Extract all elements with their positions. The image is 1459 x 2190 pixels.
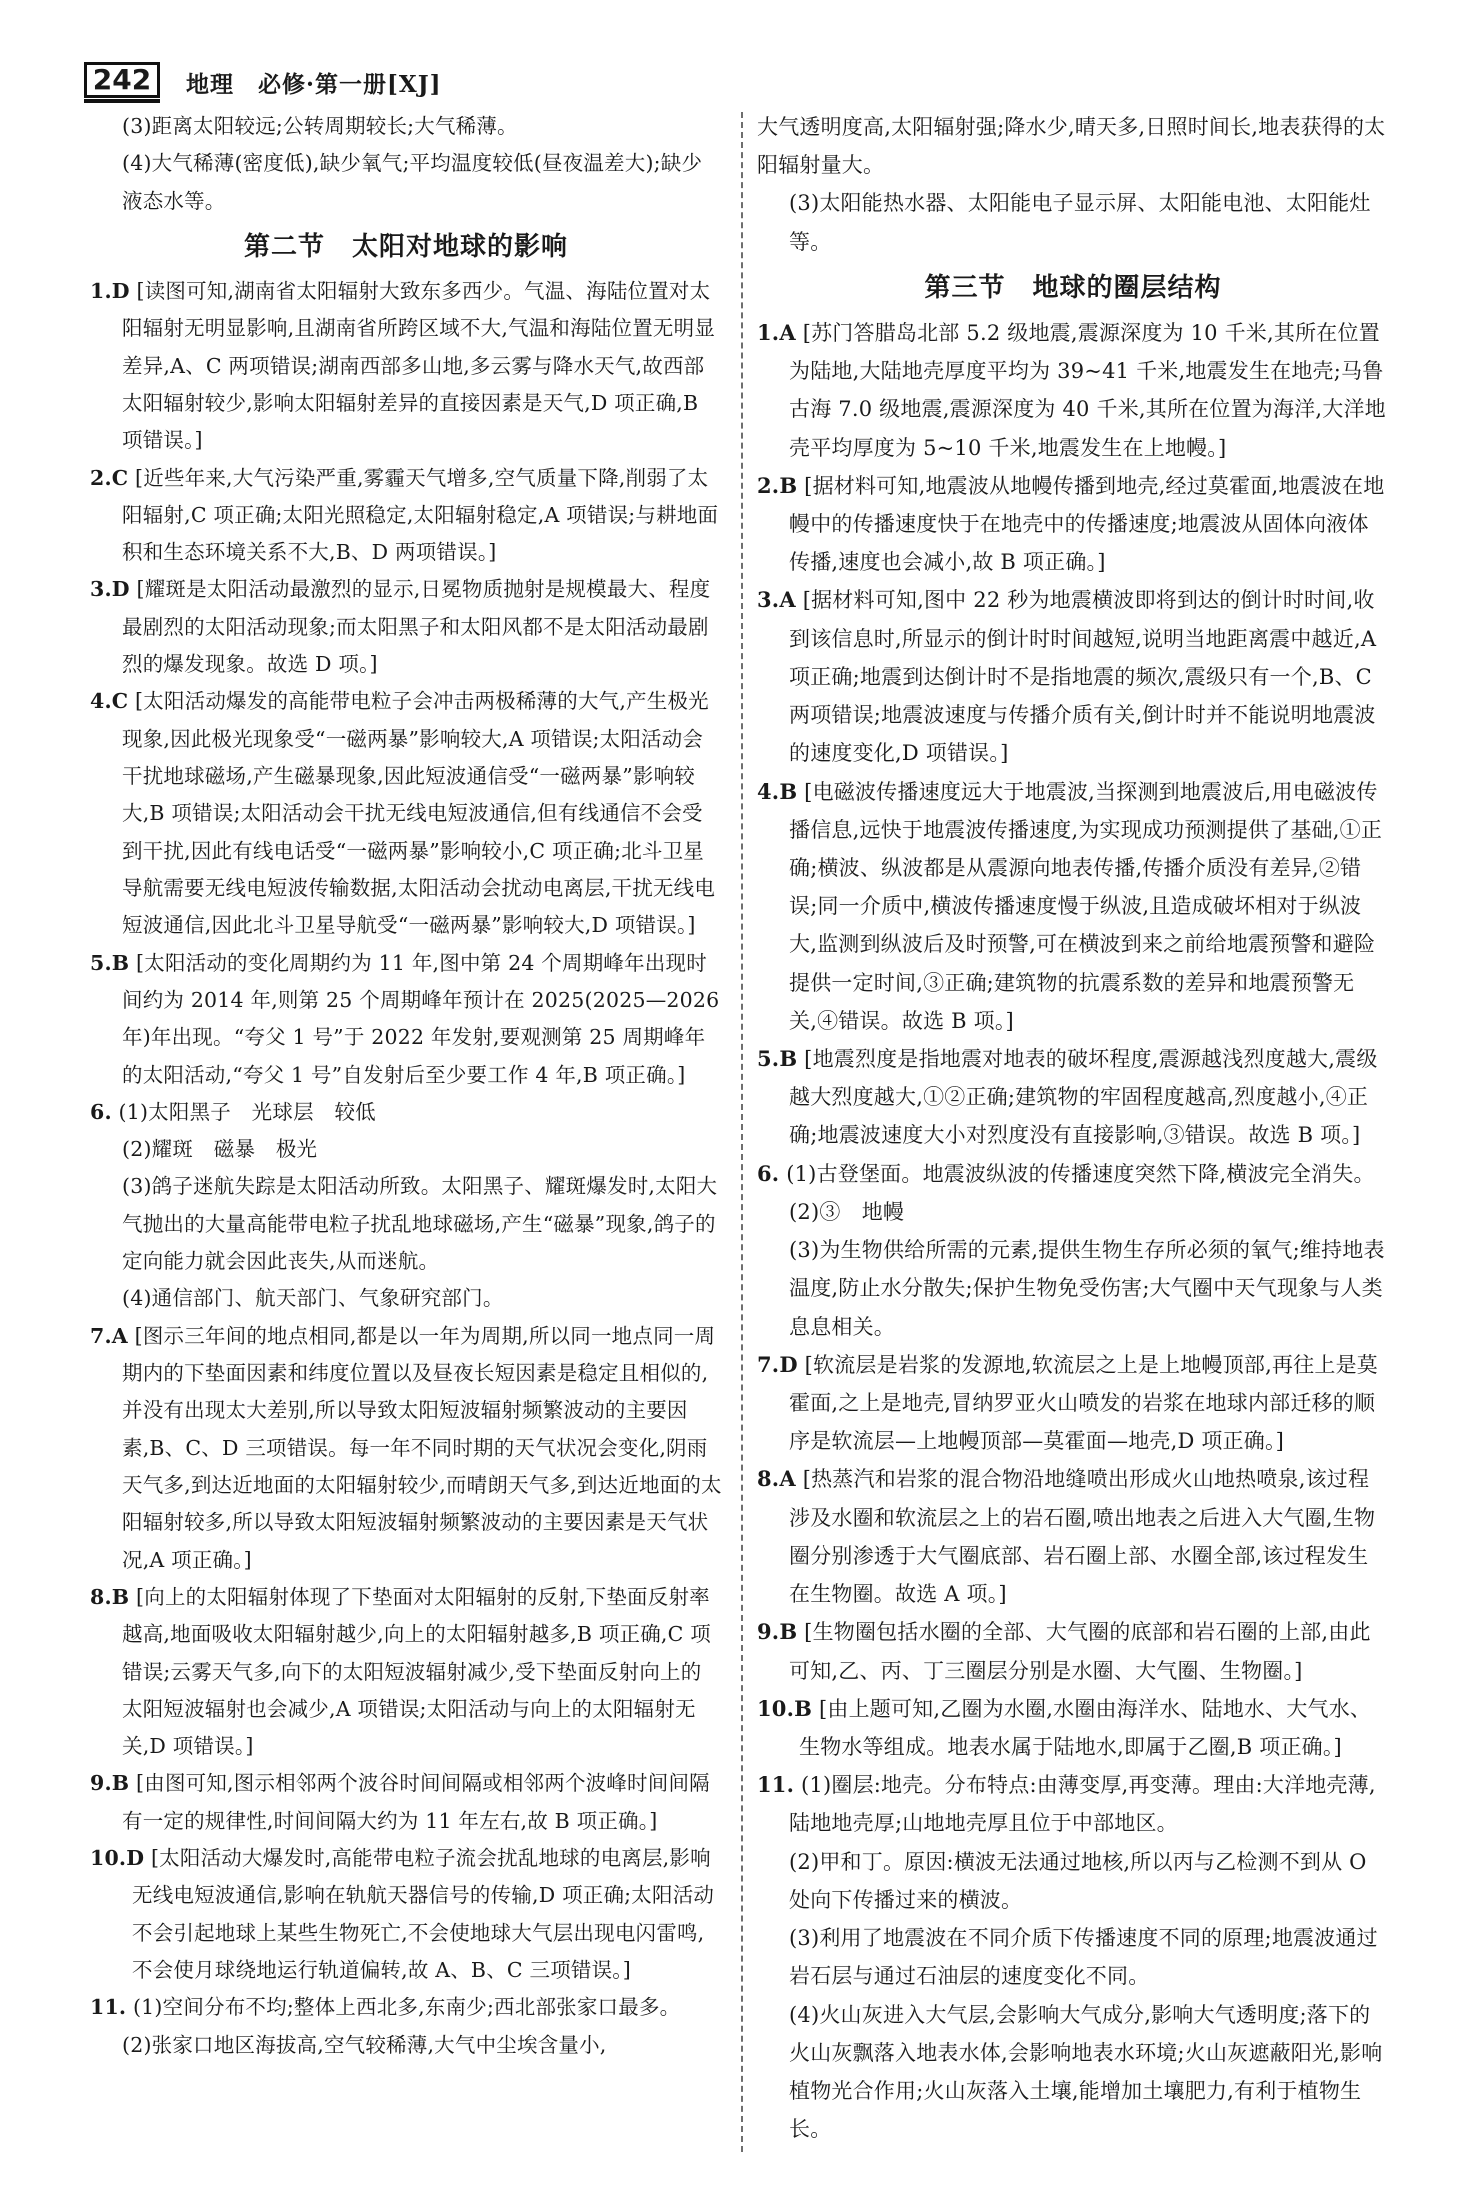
answer-subpart: (4)火山灰进入大气层,会影响大气成分,影响大气透明度;落下的火山灰飘落入地表水体,会影响地表水环境;火山灰遮蔽阳光,影响植物光合作用;火山灰落入土壤,能增加土壤肥力,有利于植物生长。 bbox=[789, 2002, 1383, 2142]
answer-explanation: [据材料可知,图中 22 秒为地震横波即将到达的倒计时时间,收到该信息时,所显示的倒计时时间越短,说明当地距离震中越近,A 项正确;地震到达倒计时不是指地震的频次,震级只有一个,B、C 两项错误;地震波速度与传播介质有关,倒计时并不能说明地震波的速度变化,D 项错误。] bbox=[789, 588, 1377, 766]
right-column bbox=[757, 108, 1389, 2148]
answer-line: (3)距离太阳较远;公转周期较长;大气稀薄。 bbox=[122, 114, 518, 138]
answer-item bbox=[90, 1840, 722, 1989]
page-header bbox=[84, 62, 764, 102]
answer-subpart: (2)甲和丁。原因:横波无法通过地核,所以丙与乙检测不到从 O 处向下传播过来的横波。 bbox=[789, 1849, 1367, 1912]
answer-item bbox=[90, 571, 722, 683]
answer-explanation: [由上题可知,乙圈为水圈,水圈由海洋水、陆地水、大气水、生物水等组成。地表水属于陆地水,即属于乙圈,B 项正确。] bbox=[799, 1696, 1372, 1759]
answer-number: 11. bbox=[90, 1995, 127, 2020]
answer-explanation: [据材料可知,地震波从地幔传播到地壳,经过莫霍面,地震波在地幔中的传播速度快于在地壳中的传播速度;地震波从固体向液体传播,速度也会减小,故 B 项正确。] bbox=[789, 473, 1385, 575]
answer-subpart: (3)利用了地震波在不同介质下传播速度不同的原理;地震波通过岩石层与通过石油层的速度变化不同。 bbox=[789, 1926, 1378, 1989]
answer-explanation: [太阳活动的变化周期约为 11 年,图中第 24 个周期峰年出现时间约为 2014 年,则第 25 个周期峰年预计在 2025(2025—2026 年)年出现。“夸父 1 号”于 2022 年发射,要观测第 25 周期峰年的太阳活动,“夸父 1 号”自发射后至少要工作 4 年,B 项正确。] bbox=[122, 950, 720, 1087]
answer-number: 2.C bbox=[90, 465, 129, 490]
answer-item bbox=[757, 1460, 1389, 1613]
answer-explanation: [苏门答腊岛北部 5.2 级地震,震源深度为 10 千米,其所在位置为陆地,大陆地壳厚度平均为 39~41 千米,地震发生在地壳;马鲁古海 7.0 级地震,震源深度为 40 千米,其所在位置为海洋,大洋地壳平均厚度为 5~10 千米,地震发生在上地幔。] bbox=[789, 320, 1386, 460]
answer-subpart: (2)③ 地幔 bbox=[789, 1199, 905, 1224]
answer-number: 5.B bbox=[90, 950, 130, 975]
answer-line: 大气透明度高,太阳辐射强;降水少,晴天多,日照时间长,地表获得的太阳辐射量大。 bbox=[757, 115, 1386, 178]
answer-item bbox=[757, 467, 1389, 582]
answer-explanation: [软流层是岩浆的发源地,软流层之上是上地幔顶部,再往上是莫霍面,之上是地壳,冒纳罗亚火山喷发的岩浆在地球内部迁移的顺序是软流层—上地幔顶部—莫霍面—地壳,D 项正确。] bbox=[789, 1352, 1378, 1454]
answer-number: 10.B bbox=[757, 1695, 813, 1721]
answer-explanation: [热蒸汽和岩浆的混合物沿地缝喷出形成火山地热喷泉,该过程涉及水圈和软流层之上的岩石圈,喷出地表之后进入大气圈,生物圈分别渗透于大气圈底部、岩石圈上部、水圈全部,该过程发生在生物圈。故选 A 项。] bbox=[789, 1467, 1376, 1607]
answer-number: 7.A bbox=[90, 1323, 128, 1348]
answer-explanation: [向上的太阳辐射体现了下垫面对太阳辐射的反射,下垫面反射率越高,地面吸收太阳辐射越少,向上的太阳辐射越多,B 项正确,C 项错误;云雾天气多,向下的太阳短波辐射减少,受下垫面反射向上的太阳短波辐射也会减少,A 项错误;太阳活动与向上的太阳辐射无关,D 项错误。] bbox=[122, 1584, 711, 1759]
answer-explanation: [地震烈度是指地震对地表的破坏程度,震源越浅烈度越大,震级越大烈度越大,①②正确;建筑物的牢固程度越高,烈度越小,④正确;地震波速度大小对烈度没有直接影响,③错误。故选 B 项。] bbox=[789, 1047, 1378, 1148]
column-divider bbox=[741, 112, 743, 2152]
answer-explanation: [电磁波传播速度远大于地震波,当探测到地震波后,用电磁波传播信息,远快于地震波传播速度,为实现成功预测提供了基础,①正确;横波、纵波都是从震源向地表传播,传播介质没有差异,②错误;同一介质中,横波传播速度慢于纵波,且造成破坏相对于纵波大,监测到纵波后及时预警,可在横波到来之前给地震预警和避险提供一定时间,③正确;建筑物的抗震系数的差异和地震预警无关,④错误。故选 B 项。] bbox=[789, 779, 1383, 1033]
answer-item bbox=[757, 773, 1389, 1041]
answer-number: 6. bbox=[757, 1160, 780, 1186]
answer-item bbox=[90, 683, 722, 944]
answer-number: 4.B bbox=[757, 778, 798, 804]
answer-item bbox=[757, 314, 1389, 467]
page-number: 242 bbox=[84, 62, 160, 98]
answer-subpart: (3)鸽子迷航失踪是太阳活动所致。太阳黑子、耀斑爆发时,太阳大气抛出的大量高能带电粒子扰乱地球磁场,产生“磁暴”现象,鸽子的定向能力就会因此丧失,从而迷航。 bbox=[122, 1174, 718, 1274]
answer-number: 6. bbox=[90, 1099, 112, 1124]
answer-explanation: [近些年来,大气污染严重,雾霾天气增多,空气质量下降,削弱了太阳辐射,C 项正确;太阳光照稳定,太阳辐射稳定,A 项错误;与耕地面积和生态环境关系不大,B、D 两项错误。] bbox=[122, 465, 719, 565]
answer-subpart: (2)张家口地区海拔高,空气较稀薄,大气中尘埃含量小, bbox=[122, 2032, 607, 2057]
answer-item bbox=[90, 460, 722, 572]
answer-number: 8.B bbox=[90, 1584, 130, 1609]
answer-explanation: (1)太阳黑子 光球层 较低 bbox=[118, 1099, 376, 1124]
answer-subpart: (2)耀斑 磁暴 极光 bbox=[122, 1137, 318, 1162]
answer-item bbox=[90, 1989, 722, 2064]
answer-explanation: [太阳活动大爆发时,高能带电粒子流会扰乱地球的电离层,影响无线电短波通信,影响在轨航天器信号的传输,D 项正确;太阳活动不会引起地球上某些生物死亡,不会使地球大气层出现电闪雷鸣,不会使月球绕地运行轨道偏转,故 A、B、C 三项错误。] bbox=[132, 1846, 715, 1982]
answer-item bbox=[757, 1613, 1389, 1689]
answer-item bbox=[90, 1094, 722, 1318]
answer-explanation: [读图可知,湖南省太阳辐射大致东多西少。气温、海陆位置对太阳辐射无明显影响,且湖南省所跨区域不大,气温和海陆位置无明显差异,A、C 两项错误;湖南西部多山地,多云雾与降水天气,故西部太阳辐射较少,影响太阳辐射差异的直接因素是天气,D 项正确,B 项错误。] bbox=[122, 278, 716, 453]
answer-explanation: [图示三年间的地点相同,都是以一年为周期,所以同一地点同一周期内的下垫面因素和纬度位置以及昼夜长短因素是稳定且相似的,并没有出现太大差别,所以导致太阳短波辐射频繁波动的主要因素,B、C、D 三项错误。每一年不同时期的天气状况会变化,阴雨天气多,到达近地面的太阳辐射较少,而晴朗天气多,到达近地面的太阳辐射较多,所以导致太阳短波辐射频繁波动的主要因素是天气状况,A 项正确。] bbox=[122, 1323, 722, 1572]
answer-number: 9.B bbox=[90, 1771, 130, 1796]
answer-explanation: (1)古登堡面。地震波纵波的传播速度突然下降,横波完全消失。 bbox=[786, 1161, 1375, 1186]
answer-number: 9.B bbox=[757, 1619, 798, 1645]
answer-explanation: (1)圈层:地壳。分布特点:由薄变厚,再变薄。理由:大洋地壳薄,陆地地壳厚;山地地壳厚且位于中部地区。 bbox=[789, 1773, 1376, 1836]
answer-item bbox=[757, 1155, 1389, 1346]
answer-number: 2.B bbox=[757, 472, 798, 498]
answer-explanation: [由图可知,图示相邻两个波谷时间间隔或相邻两个波峰时间间隔有一定的规律性,时间间隔大约为 11 年左右,故 B 项正确。] bbox=[122, 1771, 710, 1833]
answer-number: 8.A bbox=[757, 1466, 796, 1492]
answer-item bbox=[90, 273, 722, 460]
book-title: 地理 必修·第一册[XJ] bbox=[186, 71, 442, 98]
answer-number: 1.D bbox=[90, 278, 130, 303]
answer-item bbox=[90, 1318, 722, 1579]
answer-item bbox=[90, 945, 722, 1094]
section-title: 第二节 太阳对地球的影响 bbox=[243, 231, 568, 262]
answer-item bbox=[757, 1040, 1389, 1155]
section-title: 第三节 地球的圈层结构 bbox=[924, 272, 1222, 303]
answer-explanation: (1)空间分布不均;整体上西北多,东南少;西北部张家口最多。 bbox=[132, 1995, 681, 2020]
left-column bbox=[90, 108, 722, 2064]
answer-number: 5.B bbox=[757, 1046, 798, 1072]
answer-subpart: (3)为生物供给所需的元素,提供生物生存所必须的氧气;维持地表温度,防止水分散失;保护生物免受伤害;大气圈中天气现象与人类息息相关。 bbox=[789, 1238, 1385, 1339]
answer-explanation: [耀斑是太阳活动最激烈的显示,日冕物质抛射是规模最大、程度最剧烈的太阳活动现象;而太阳黑子和太阳风都不是太阳活动最剧烈的爆发现象。故选 D 项。] bbox=[122, 577, 711, 677]
answer-subpart: (4)通信部门、航天部门、气象研究部门。 bbox=[122, 1286, 504, 1311]
answer-explanation: [太阳活动爆发的高能带电粒子会冲击两极稀薄的大气,产生极光现象,因此极光现象受“一磁两暴”影响较大,A 项错误;太阳活动会干扰地球磁场,产生磁暴现象,因此短波通信受“一磁两暴”影响较大,B 项错误;太阳活动会干扰无线电短波通信,但有线通信不会受到干扰,因此有线电话受“一磁两暴”影响较小,C 项正确;北斗卫星导航需要无线电短波传输数据,太阳活动会扰动电离层,干扰无线电短波通信,因此北斗卫星导航受“一磁两暴”影响较大,D 项错误。] bbox=[122, 689, 716, 938]
answer-number: 7.D bbox=[757, 1351, 798, 1377]
answer-item bbox=[757, 1690, 1389, 1766]
answer-line: (3)太阳能热水器、太阳能电子显示屏、太阳能电池、太阳能灶等。 bbox=[789, 191, 1371, 254]
answer-explanation: [生物圈包括水圈的全部、大气圈的底部和岩石圈的上部,由此可知,乙、丙、丁三圈层分别是水圈、大气圈、生物圈。] bbox=[789, 1620, 1371, 1683]
answer-line: (4)大气稀薄(密度低),缺少氧气;平均温度较低(昼夜温差大);缺少液态水等。 bbox=[122, 151, 703, 213]
answer-number: 4.C bbox=[90, 689, 129, 714]
answer-number: 3.A bbox=[757, 587, 796, 613]
answer-item bbox=[90, 1765, 722, 1840]
answer-item bbox=[757, 1346, 1389, 1461]
answer-list bbox=[757, 314, 1389, 2149]
answer-number: 3.D bbox=[90, 577, 130, 602]
answer-item bbox=[757, 581, 1389, 772]
answer-number: 11. bbox=[757, 1772, 795, 1798]
answer-item bbox=[757, 1766, 1389, 2148]
answer-number: 10.D bbox=[90, 1846, 145, 1871]
answer-list bbox=[90, 273, 722, 2064]
answer-item bbox=[90, 1579, 722, 1766]
answer-number: 1.A bbox=[757, 319, 796, 345]
